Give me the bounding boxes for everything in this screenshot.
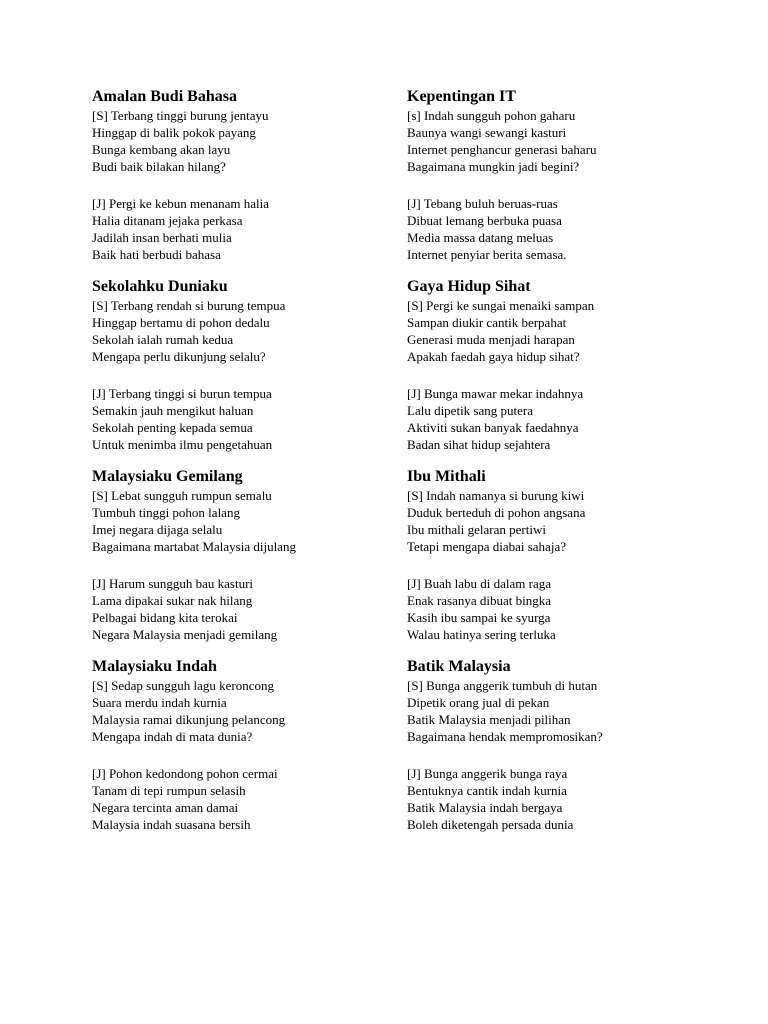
stanza-line: Internet penyiar berita semasa. [407, 247, 567, 262]
stanza-line: Media massa datang meluas [407, 230, 554, 245]
stanza-line: Dibuat lemang berbuka puasa [407, 213, 562, 228]
pantun-stanza [407, 107, 727, 175]
poem-title: Malaysiaku Gemilang [92, 468, 243, 485]
poem-block [92, 657, 392, 833]
pantun-stanza [407, 677, 727, 745]
poem-block [92, 467, 392, 643]
stanza-line: Pelbagai bidang kita terokai [92, 610, 238, 625]
stanza-line: Hinggap bertamu di pohon dedalu [92, 315, 270, 330]
stanza-line: Malaysia ramai dikunjung pelancong [92, 712, 286, 727]
stanza-line: Duduk berteduh di pohon angsana [407, 505, 586, 520]
pantun-stanza [92, 195, 392, 263]
poem-title: Ibu Mithali [407, 468, 486, 485]
poem-title: Kepentingan IT [407, 88, 516, 105]
stanza-line: [J] Buah labu di dalam raga [407, 576, 552, 591]
stanza-line: Badan sihat hidup sejahtera [407, 437, 551, 452]
poem-title: Batik Malaysia [407, 658, 511, 675]
stanza-line: Bentuknya cantik indah kurnia [407, 783, 567, 798]
poem-block [407, 277, 727, 453]
stanza-line: Sekolah penting kepada semua [92, 420, 253, 435]
poem-block [407, 467, 727, 643]
pantun-stanza [407, 297, 727, 365]
stanza-line: Walau hatinya sering terluka [407, 627, 556, 642]
pantun-stanza [92, 677, 392, 745]
stanza-line: Hinggap di balik pokok payang [92, 125, 256, 140]
stanza-line: Bunga kembang akan layu [92, 142, 231, 157]
stanza-line: Semakin jauh mengikut haluan [92, 403, 254, 418]
pantun-stanza [92, 487, 392, 555]
stanza-line: Tanam di tepi rumpun selasih [92, 783, 246, 798]
stanza-line: Suara merdu indah kurnia [92, 695, 227, 710]
stanza-line: Baik hati berbudi bahasa [92, 247, 221, 262]
pantun-stanza [407, 487, 727, 555]
poem-title: Sekolahku Duniaku [92, 278, 228, 295]
stanza-line: Negara Malaysia menjadi gemilang [92, 627, 278, 642]
stanza-line: Mengapa indah di mata dunia? [92, 729, 253, 744]
stanza-line: Batik Malaysia menjadi pilihan [407, 712, 571, 727]
stanza-line: Apakah faedah gaya hidup sihat? [407, 349, 580, 364]
poem-block [407, 87, 727, 263]
stanza-line: Baunya wangi sewangi kasturi [407, 125, 567, 140]
pantun-stanza [92, 297, 392, 365]
stanza-line: Tumbuh tinggi pohon lalang [92, 505, 240, 520]
stanza-line: [J] Pohon kedondong pohon cermai [92, 766, 278, 781]
stanza-line: [S] Terbang rendah si burung tempua [92, 298, 286, 313]
stanza-line: [S] Lebat sungguh rumpun semalu [92, 488, 272, 503]
stanza-line: [J] Bunga anggerik bunga raya [407, 766, 568, 781]
pantun-stanza [92, 765, 392, 833]
stanza-line: Enak rasanya dibuat bingka [407, 593, 552, 608]
stanza-line: Sampan diukir cantik berpahat [407, 315, 567, 330]
stanza-line: Bagaimana hendak mempromosikan? [407, 729, 603, 744]
stanza-line: Lama dipakai sukar nak hilang [92, 593, 253, 608]
poem-block [92, 87, 392, 263]
stanza-line: [J] Pergi ke kebun menanam halia [92, 196, 270, 211]
pantun-stanza [92, 107, 392, 175]
pantun-stanza [92, 385, 392, 453]
stanza-line: [S] Sedap sungguh lagu keroncong [92, 678, 274, 693]
stanza-line: Generasi muda menjadi harapan [407, 332, 575, 347]
stanza-line: [J] Bunga mawar mekar indahnya [407, 386, 584, 401]
right-column [407, 87, 727, 833]
stanza-line: Budi baik bilakan hilang? [92, 159, 226, 174]
stanza-line: Jadilah insan berhati mulia [92, 230, 232, 245]
pantun-stanza [407, 765, 727, 833]
stanza-line: Lalu dipetik sang putera [407, 403, 533, 418]
stanza-line: [J] Tebang buluh beruas-ruas [407, 196, 558, 211]
stanza-line: [J] Harum sungguh bau kasturi [92, 576, 254, 591]
poem-title: Gaya Hidup Sihat [407, 278, 531, 295]
stanza-line: Tetapi mengapa diabai sahaja? [407, 539, 566, 554]
stanza-line: Boleh diketengah persada dunia [407, 817, 574, 832]
left-column [92, 87, 392, 833]
stanza-line: Sekolah ialah rumah kedua [92, 332, 234, 347]
stanza-line: [S] Bunga anggerik tumbuh di hutan [407, 678, 598, 693]
pantun-stanza [407, 385, 727, 453]
stanza-line: [S] Indah namanya si burung kiwi [407, 488, 585, 503]
stanza-line: [J] Terbang tinggi si burun tempua [92, 386, 272, 401]
stanza-line: Negara tercinta aman damai [92, 800, 239, 815]
stanza-line: Batik Malaysia indah bergaya [407, 800, 563, 815]
stanza-line: Bagaimana mungkin jadi begini? [407, 159, 580, 174]
stanza-line: [S] Terbang tinggi burung jentayu [92, 108, 269, 123]
poem-block [407, 657, 727, 833]
stanza-line: [s] Indah sungguh pohon gaharu [407, 108, 576, 123]
stanza-line: Malaysia indah suasana bersih [92, 817, 251, 832]
stanza-line: Bagaimana martabat Malaysia dijulang [92, 539, 296, 554]
poem-title: Malaysiaku Indah [92, 658, 217, 675]
stanza-line: Kasih ibu sampai ke syurga [407, 610, 551, 625]
stanza-line: Mengapa perlu dikunjung selalu? [92, 349, 266, 364]
stanza-line: Internet penghancur generasi baharu [407, 142, 597, 157]
pantun-stanza [407, 575, 727, 643]
stanza-line: Imej negara dijaga selalu [92, 522, 223, 537]
pantun-stanza [92, 575, 392, 643]
stanza-line: Ibu mithali gelaran pertiwi [407, 522, 546, 537]
pantun-stanza [407, 195, 727, 263]
stanza-line: Untuk menimba ilmu pengetahuan [92, 437, 273, 452]
poem-block [92, 277, 392, 453]
stanza-line: Dipetik orang jual di pekan [407, 695, 550, 710]
poem-title: Amalan Budi Bahasa [92, 88, 237, 105]
stanza-line: Halia ditanam jejaka perkasa [92, 213, 243, 228]
stanza-line: Aktiviti sukan banyak faedahnya [407, 420, 579, 435]
stanza-line: [S] Pergi ke sungai menaiki sampan [407, 298, 595, 313]
